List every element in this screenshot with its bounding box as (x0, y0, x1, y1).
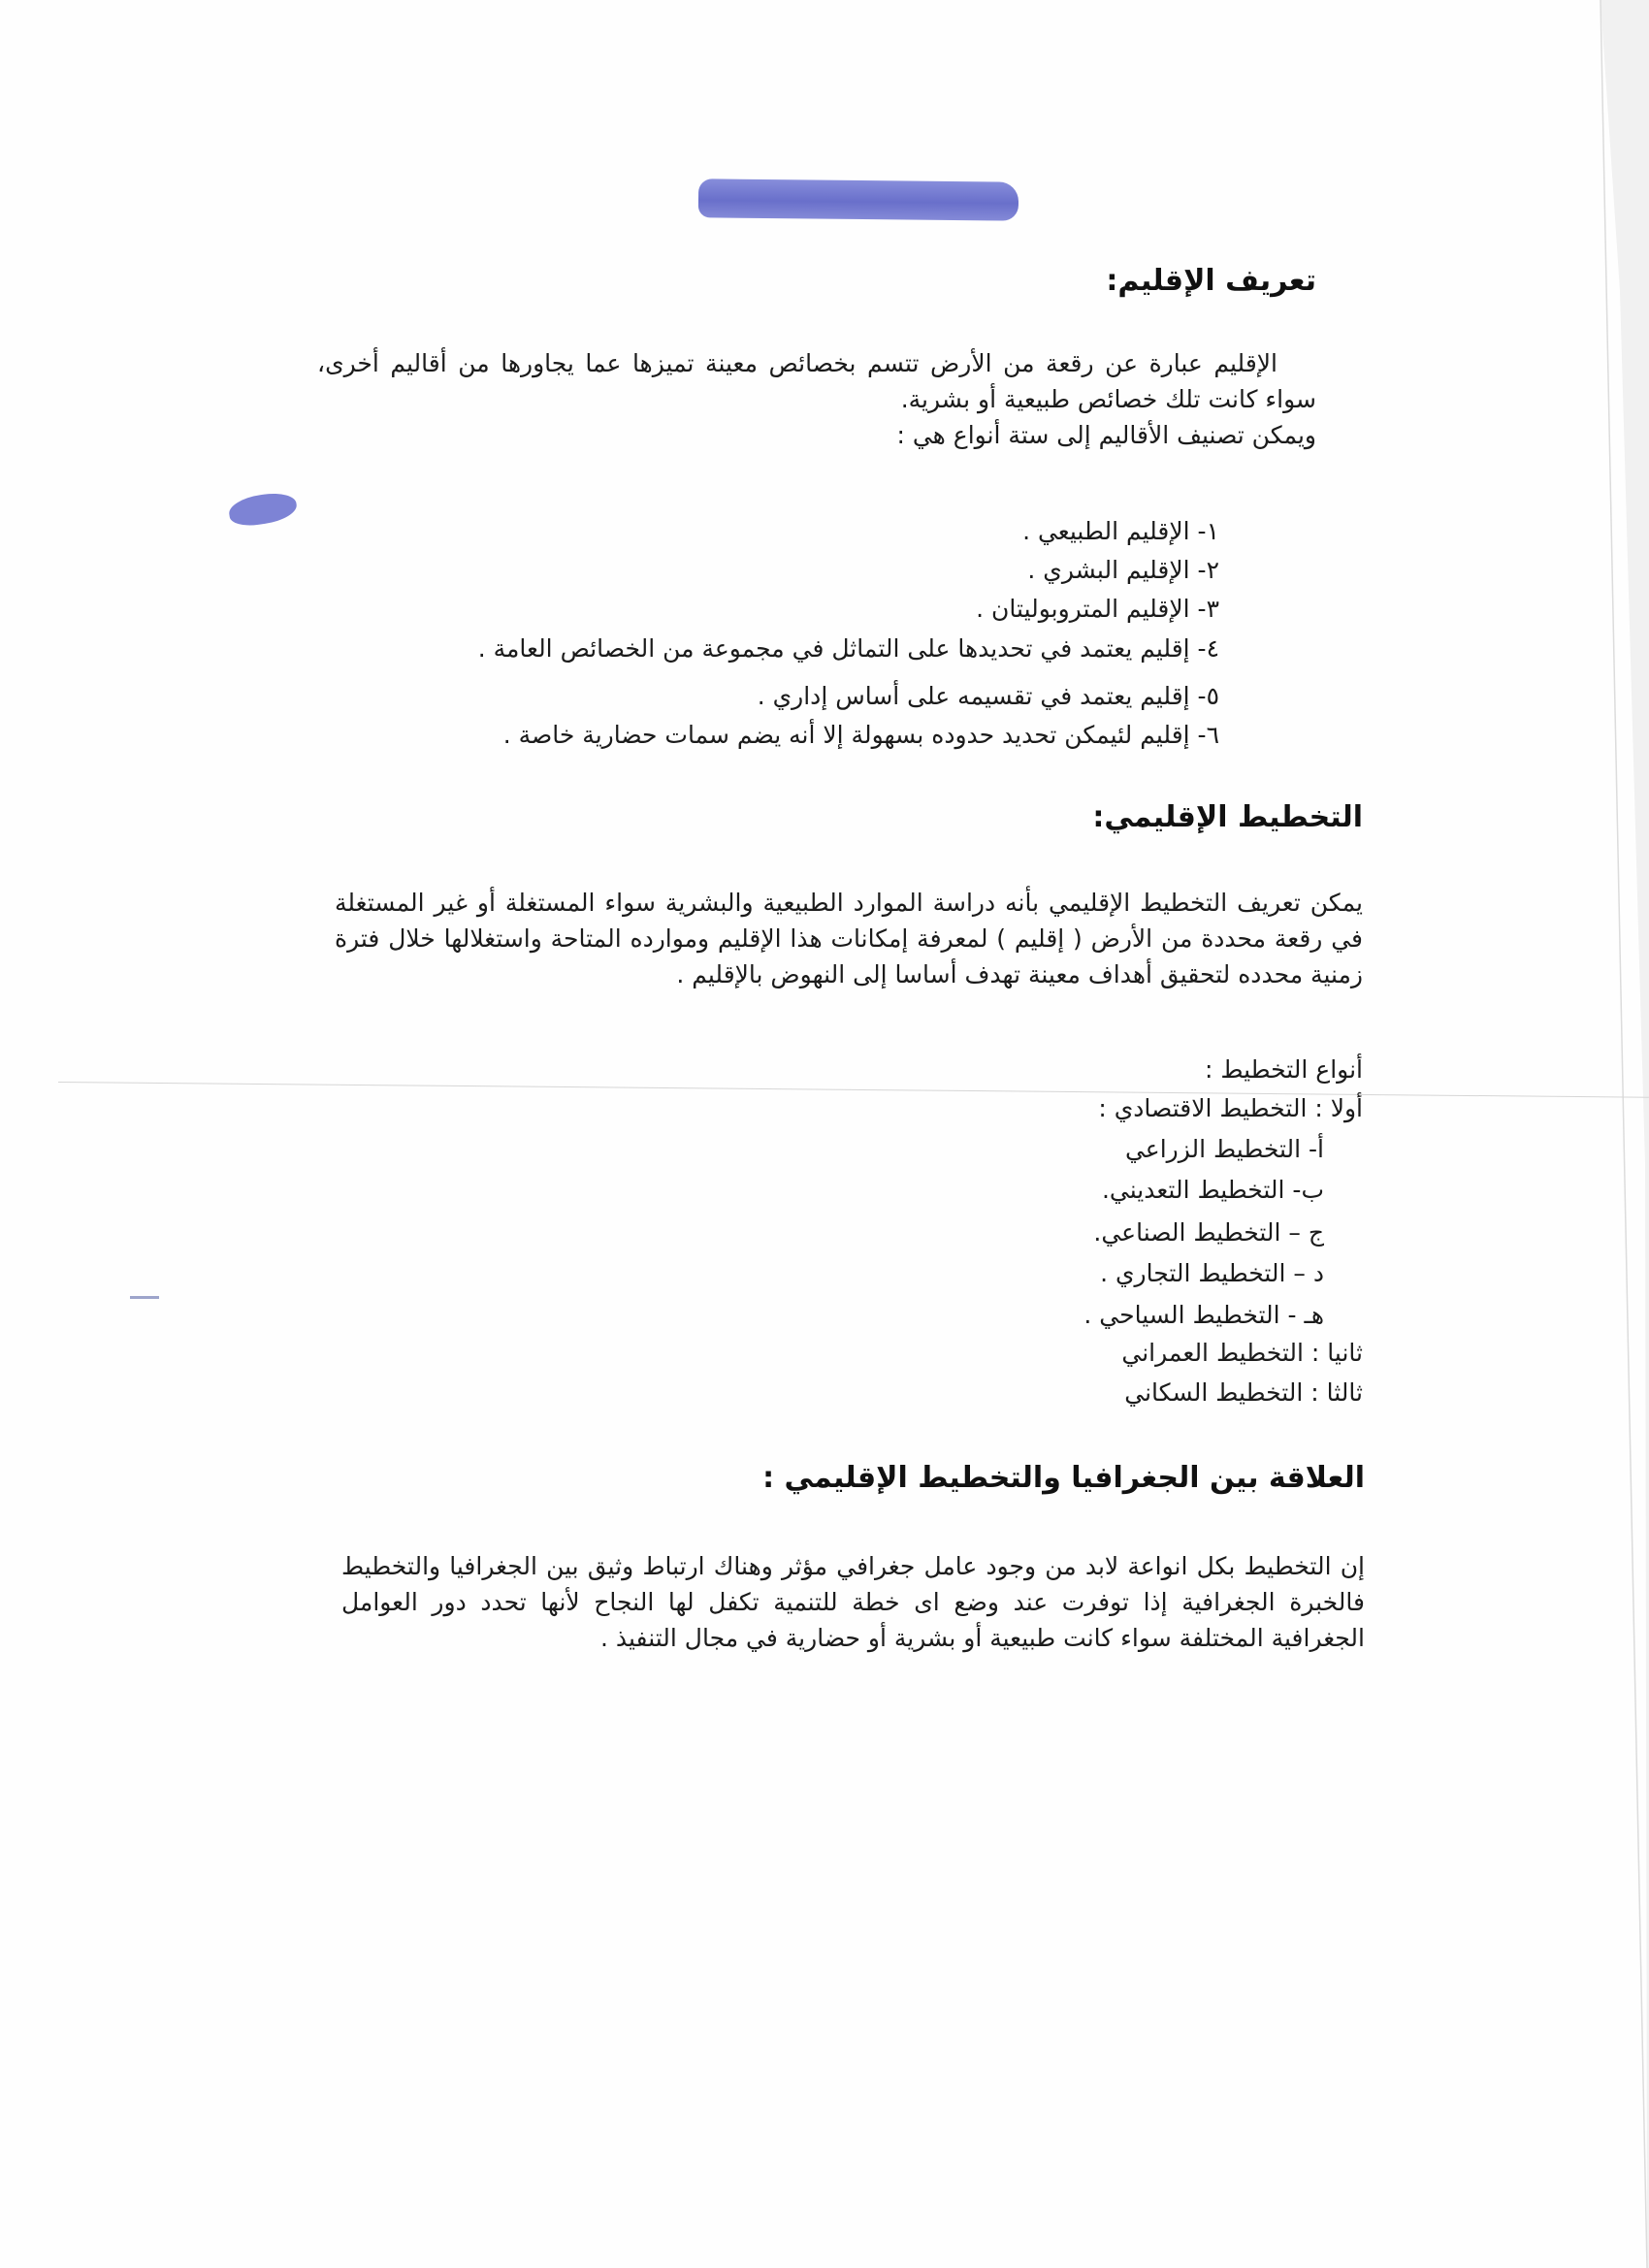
section-heading-regional-planning: التخطيط الإقليمي: (1092, 800, 1363, 834)
planning-types-title: أنواع التخطيط : (1204, 1055, 1363, 1084)
planning-type-urban: ثانيا : التخطيط العمراني (1121, 1339, 1363, 1367)
list-item: ٢- الإقليم البشري . (1027, 556, 1219, 584)
sub-list-item: هـ - التخطيط السياحي . (1083, 1301, 1324, 1329)
scan-speck (130, 1296, 159, 1299)
fold-crease (58, 1082, 1649, 1098)
list-item: ٤- إقليم يعتمد في تحديدها على التماثل في مجموعة من الخصائص العامة . (477, 634, 1219, 663)
sub-list-item: د – التخطيط التجاري . (1100, 1259, 1324, 1287)
ink-redaction-mark (698, 178, 1018, 220)
ink-blot (227, 490, 298, 528)
list-item: ١- الإقليم الطبيعي . (1022, 517, 1219, 545)
sub-list-item: ب- التخطيط التعديني. (1101, 1176, 1324, 1204)
sub-list-item: أ- التخطيط الزراعي (1124, 1135, 1324, 1163)
page-edge-shadow (1562, 0, 1649, 2268)
region-definition-paragraph (317, 345, 1316, 453)
planning-type-economic: أولا : التخطيط الاقتصادي : (1098, 1094, 1363, 1122)
list-item: ٣- الإقليم المتروبوليتان . (976, 595, 1219, 623)
region-definition-text: الإقليم عبارة عن رقعة من الأرض تتسم بخصائص معينة تميزها عما يجاورها من أقاليم أخرى، سواء كانت تلك خصائص طبيعية أو بشرية. (317, 349, 1316, 413)
sub-list-item: ج – التخطيط الصناعي. (1093, 1218, 1324, 1247)
section-heading-region-definition: تعريف الإقليم: (1106, 264, 1316, 298)
section-heading-geography-planning: العلاقة بين الجغرافيا والتخطيط الإقليمي : (762, 1461, 1365, 1495)
list-item: ٥- إقليم يعتمد في تقسيمه على أساس إداري . (757, 682, 1219, 710)
planning-type-population: ثالثا : التخطيط السكاني (1124, 1378, 1363, 1407)
list-item: ٦- إقليم لئيمكن تحديد حدوده بسهولة إلا أنه يضم سمات حضارية خاصة . (502, 721, 1219, 749)
geography-planning-paragraph: إن التخطيط بكل انواعة لابد من وجود عامل جغرافي مؤثر وهناك ارتباط وثيق بين الجغرافيا والتخطيط فالخبرة الجغرافية إذا توفرت عند وضع اى خطة للتنمية تكفل لها النجاح لأنها تحدد دور العوامل الجغرافية المختلفة سواء كانت طبيعية أو بشرية أو حضارية في مجال التنفيذ . (341, 1552, 1365, 1652)
regional-planning-paragraph: يمكن تعريف التخطيط الإقليمي بأنه دراسة الموارد الطبيعية والبشرية سواء المستغلة أو غير المستغلة في رقعة محددة من الأرض ( إقليم ) لمعرفة إمكانات هذا الإقليم وموارده المتاحة واستغلالها خلال فترة زمنية محدده لتحقيق أهداف معينة تهدف أساسا إلى النهوض بالإقليم . (335, 889, 1363, 988)
region-classification-intro: ويمكن تصنيف الأقاليم إلى ستة أنواع هي : (896, 421, 1316, 449)
